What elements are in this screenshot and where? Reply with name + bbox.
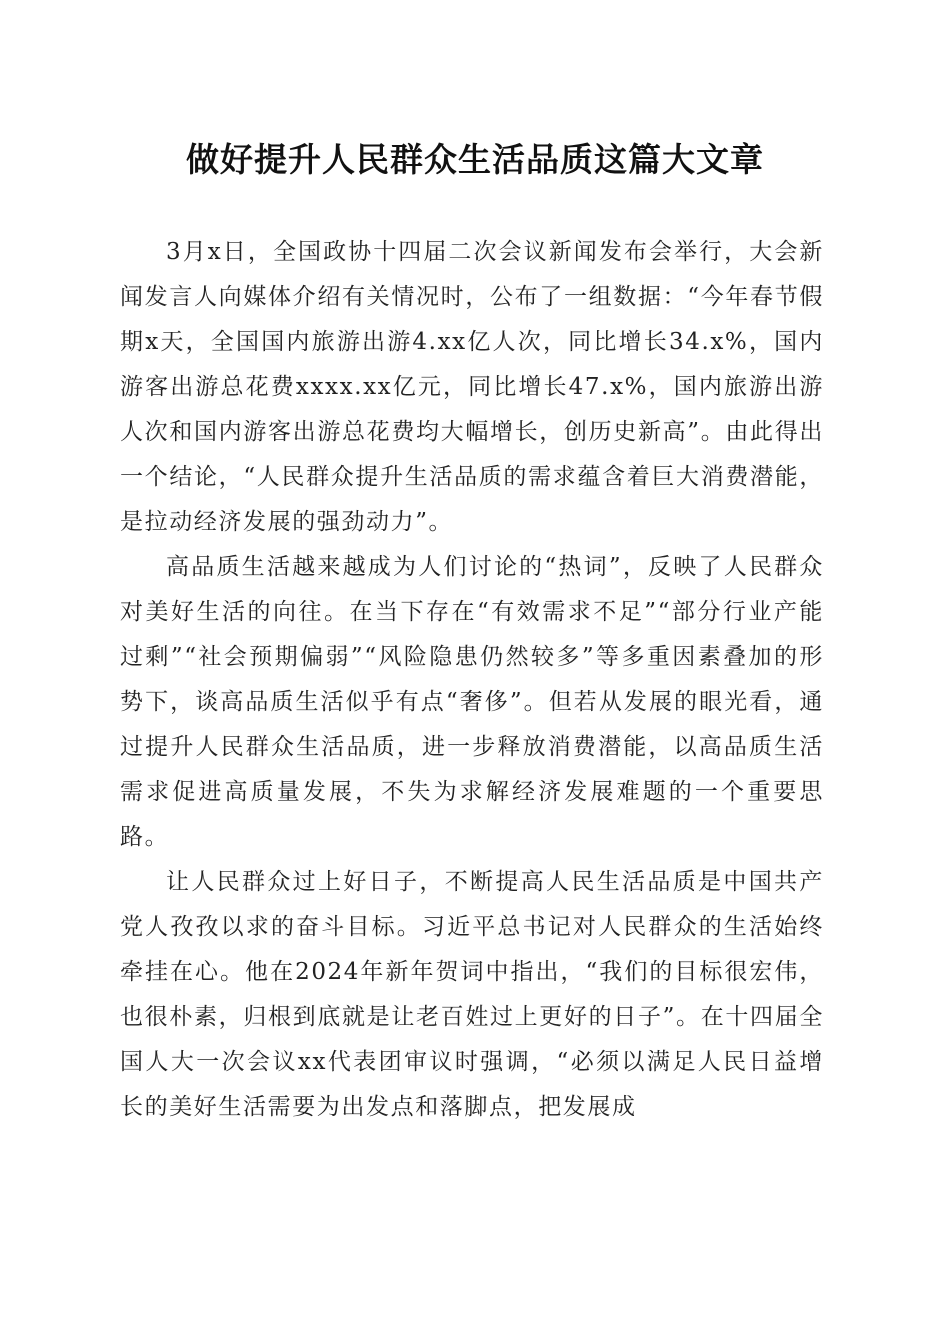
document-title: 做好提升人民群众生活品质这篇大文章	[186, 140, 764, 179]
paragraph-2: 高品质生活越来越成为人们讨论的“热词”，反映了人民群众对美好生活的向往。在当下存在“有效需求不足”“部分行业产能过剩”“社会预期偏弱”“风险隐患仍然较多”等多重因素叠加的形势下，谈高品质生活似乎有点“奢侈”。但若从发展的眼光看，通过提升人民群众生活品质，进一步释放消费潜能，以高品质生活需求促进高质量发展，不失为求解经济发展难题的一个重要思路。	[120, 554, 824, 850]
paragraph-3: 让人民群众过上好日子，不断提高人民生活品质是中国共产党人孜孜以求的奋斗目标。习近平总书记对人民群众的生活始终牵挂在心。他在2024年新年贺词中指出，“我们的目标很宏伟，也很朴素，归根到底就是让老百姓过上更好的日子”。在十四届全国人大一次会议xx代表团审议时强调，“必须以满足人民日益增长的美好生活需要为出发点和落脚点，把发展成	[120, 869, 824, 1120]
document-body	[120, 230, 824, 1130]
paragraph-1: 3月x日，全国政协十四届二次会议新闻发布会举行，大会新闻发言人向媒体介绍有关情况时，公布了一组数据：“今年春节假期x天，全国国内旅游出游4.xx亿人次，同比增长34.x%，国内游客出游总花费xxxx.xx亿元，同比增长47.x%，国内旅游出游人次和国内游客出游总花费均大幅增长，创历史新高”。由此得出一个结论，“人民群众提升生活品质的需求蕴含着巨大消费潜能，是拉动经济发展的强劲动力”。	[120, 239, 824, 535]
